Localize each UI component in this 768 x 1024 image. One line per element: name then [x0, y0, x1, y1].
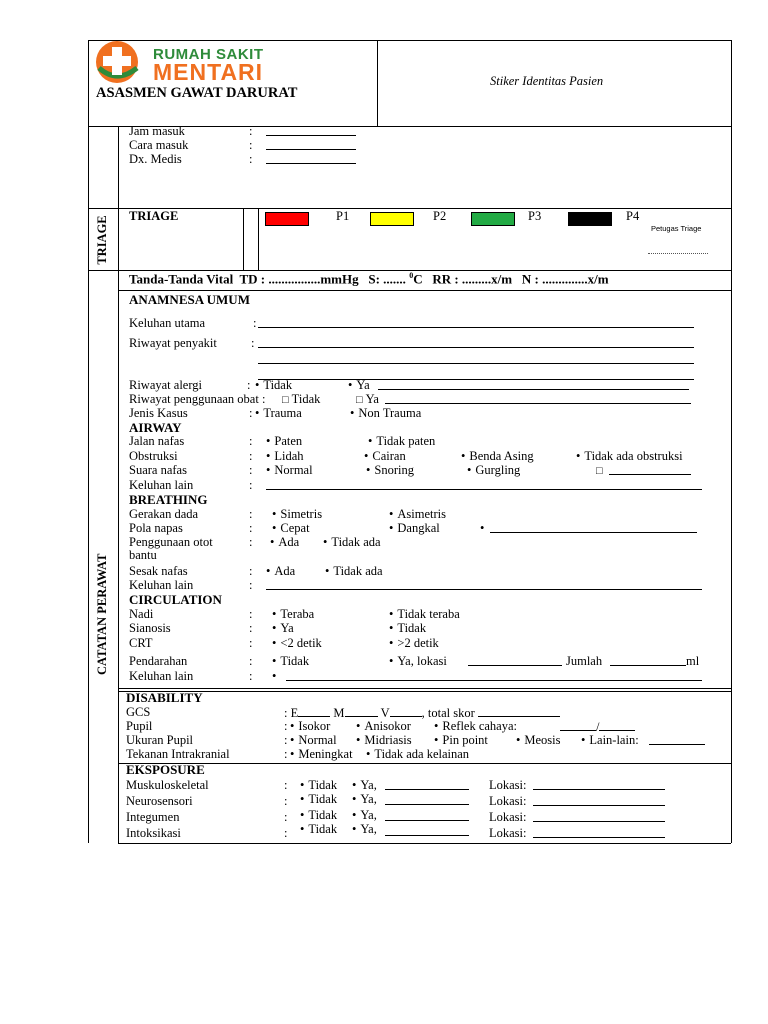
degree-sup: 0: [409, 271, 414, 280]
jam-masuk-field[interactable]: [266, 124, 356, 136]
hospital-logo: [93, 38, 283, 86]
intoksikasi-ya-option[interactable]: • Ya,: [352, 822, 377, 837]
colon: :: [249, 478, 253, 492]
gcs-total-field[interactable]: [478, 705, 560, 717]
neurosensori-label: Neurosensori: [126, 794, 193, 808]
jalan-nafas-tidak-paten-option[interactable]: • Tidak paten: [368, 434, 435, 449]
pendarahan-tidak-option[interactable]: • Tidak: [272, 654, 309, 669]
petugas-triage-label: Petugas Triage: [651, 224, 702, 233]
riwayat-penyakit-field-2[interactable]: [258, 352, 694, 364]
obstruksi-benda-asing-option[interactable]: • Benda Asing: [461, 449, 534, 464]
colon: :: [249, 463, 253, 477]
triage-p1-label: P1: [336, 209, 350, 223]
airway-keluhan-lain-field[interactable]: [266, 478, 702, 490]
crt-lt2-option[interactable]: • <2 detik: [272, 636, 322, 651]
ukuran-lain-option[interactable]: • Lain-lain:: [581, 733, 639, 748]
intoksikasi-ya-field[interactable]: [385, 824, 469, 836]
obat-ya-option[interactable]: □ Ya: [356, 392, 379, 407]
gcs-e-field[interactable]: [298, 705, 330, 717]
neuro-ya-field[interactable]: [385, 793, 469, 805]
gcs-v-label: V: [380, 706, 390, 720]
suara-gurgling-option[interactable]: • Gurgling: [467, 463, 520, 478]
alergi-ya-option[interactable]: • Ya: [348, 378, 370, 393]
pola-lain-option[interactable]: [480, 521, 488, 536]
ukuran-pupil-label: Ukuran Pupil: [126, 733, 194, 747]
sesak-tidak-ada-option[interactable]: • Tidak ada: [325, 564, 383, 579]
gcs-v-field[interactable]: [390, 705, 422, 717]
colon: :: [249, 564, 253, 578]
muskuloskeletal-label: Muskuloskeletal: [126, 778, 209, 792]
colon: :: [284, 826, 288, 840]
suara-nafas-label: Suara nafas: [129, 463, 187, 477]
tik-tidak-ada-kelainan-option[interactable]: • Tidak ada kelainan: [366, 747, 469, 762]
celsius-unit: C: [413, 271, 423, 287]
hospital-cross-icon: [93, 38, 155, 86]
ml-unit: ml: [686, 654, 700, 668]
jalan-nafas-label: Jalan nafas: [129, 434, 185, 448]
otot-bantu-label-2: bantu: [129, 548, 157, 562]
kasus-non-trauma-option[interactable]: • Non Trauma: [350, 406, 421, 421]
colon: :: [247, 378, 251, 392]
obstruksi-lidah-option[interactable]: • Lidah: [266, 449, 304, 464]
muskulo-ya-option[interactable]: • Ya,: [352, 778, 377, 793]
colon: :: [249, 406, 253, 420]
circulation-keluhan-bullet: [272, 669, 280, 684]
pola-dangkal-option[interactable]: • Dangkal: [389, 521, 440, 536]
airway-keluhan-lain-label: Keluhan lain: [129, 478, 194, 492]
vital-signs-label: Tanda-Tanda Vital: [129, 271, 234, 287]
colon: :: [284, 747, 288, 761]
integumen-label: Integumen: [126, 810, 180, 824]
gcs-label: GCS: [126, 705, 151, 719]
intoksikasi-lokasi-field[interactable]: [533, 826, 665, 838]
ukuran-normal-option[interactable]: • Normal: [290, 733, 337, 748]
petugas-triage-signature-line[interactable]: [648, 253, 708, 254]
patient-sticker-area: Stiker Identitas Pasien: [490, 74, 604, 88]
breathing-title: BREATHING: [129, 492, 208, 507]
reflek-cahaya-option[interactable]: • Reflek cahaya:: [434, 719, 517, 734]
pupil-label: Pupil: [126, 719, 153, 733]
gcs-m-field[interactable]: [345, 705, 378, 717]
circulation-keluhan-lain-field[interactable]: [286, 669, 702, 681]
gerakan-dada-label: Gerakan dada: [129, 507, 199, 521]
crt-label: CRT: [129, 636, 153, 650]
triage-p4-label: P4: [626, 209, 640, 223]
reflek-cahaya-field[interactable]: /: [560, 719, 635, 735]
gerakan-asimetris-option[interactable]: • Asimetris: [389, 507, 446, 522]
sesak-nafas-label: Sesak nafas: [129, 564, 188, 578]
gcs-row: : E M V , total skor: [284, 705, 560, 721]
nadi-label: Nadi: [129, 607, 154, 621]
otot-bantu-label-1: Penggunaan otot: [129, 535, 213, 549]
suara-snoring-option[interactable]: • Snoring: [366, 463, 414, 478]
riwayat-obat-text: Riwayat penggunaan obat: [129, 392, 259, 406]
jalan-nafas-paten-option[interactable]: • Paten: [266, 434, 302, 449]
nadi-tidak-teraba-option[interactable]: • Tidak teraba: [389, 607, 460, 622]
logo-line1: RUMAH SAKIT: [153, 46, 264, 63]
triage-title: TRIAGE: [129, 209, 179, 223]
pupil-isokor-option[interactable]: • Isokor: [290, 719, 330, 734]
sianosis-ya-option[interactable]: • Ya: [272, 621, 294, 636]
cara-masuk-label: Cara masuk: [129, 138, 189, 152]
colon: :: [249, 138, 253, 152]
obstruksi-tidak-ada-option[interactable]: • Tidak ada obstruksi: [576, 449, 683, 464]
colon: :: [251, 336, 255, 350]
alergi-tidak-option[interactable]: • Tidak: [255, 378, 292, 393]
jenis-kasus-label: Jenis Kasus: [129, 406, 188, 420]
muskulo-ya-field[interactable]: [385, 778, 469, 790]
riwayat-obat-label: Riwayat penggunaan obat :: [129, 392, 266, 406]
circulation-keluhan-lain-label: Keluhan lain: [129, 669, 194, 683]
riwayat-penyakit-field-1[interactable]: [258, 336, 694, 348]
eksposure-title: EKSPOSURE: [126, 762, 205, 777]
breathing-keluhan-lain-label: Keluhan lain: [129, 578, 194, 592]
gerakan-simetris-option[interactable]: • Simetris: [272, 507, 322, 522]
colon: :: [249, 507, 253, 521]
lokasi-label: Lokasi:: [489, 778, 527, 792]
nadi-teraba-option[interactable]: • Teraba: [272, 607, 314, 622]
sianosis-tidak-option[interactable]: • Tidak: [389, 621, 426, 636]
neuro-ya-option[interactable]: • Ya,: [352, 792, 377, 807]
lokasi-label: Lokasi:: [489, 794, 527, 808]
integumen-tidak-option[interactable]: • Tidak: [300, 808, 337, 823]
cara-masuk-field[interactable]: [266, 138, 356, 150]
colon: :: [284, 778, 288, 792]
colon: :: [284, 810, 288, 824]
obat-tidak-option[interactable]: □ Tidak: [282, 392, 320, 407]
sesak-ada-option[interactable]: • Ada: [266, 564, 295, 579]
riwayat-penyakit-label: Riwayat penyakit: [129, 336, 217, 350]
otot-tidak-ada-option[interactable]: • Tidak ada: [323, 535, 381, 550]
ukuran-meosis-option[interactable]: • Meosis: [516, 733, 561, 748]
pendarahan-jumlah-field[interactable]: [610, 654, 686, 666]
triage-p3-label: P3: [528, 209, 542, 223]
muskulo-lokasi-field[interactable]: [533, 778, 665, 790]
neuro-tidak-option[interactable]: • Tidak: [300, 792, 337, 807]
crt-gt2-option[interactable]: • >2 detik: [389, 636, 439, 651]
jam-masuk-label: Jam masuk: [129, 124, 185, 138]
pupil-anisokor-option[interactable]: • Anisokor: [356, 719, 411, 734]
colon: :: [249, 449, 253, 463]
ukuran-lain-field[interactable]: [649, 733, 705, 745]
suara-lain-checkbox[interactable]: [596, 463, 606, 478]
colon: :: [249, 124, 253, 138]
triage-p4-swatch: [568, 212, 612, 226]
dx-medis-field[interactable]: [266, 152, 356, 164]
colon: :: [249, 669, 253, 683]
riwayat-alergi-label: Riwayat alergi: [129, 378, 203, 392]
obstruksi-label: Obstruksi: [129, 449, 178, 463]
colon: :: [249, 535, 253, 549]
colon: :: [284, 794, 288, 808]
kasus-trauma-option[interactable]: • Trauma: [255, 406, 302, 421]
colon: :: [249, 521, 253, 535]
sianosis-label: Sianosis: [129, 621, 171, 635]
triage-side-label: TRIAGE: [95, 215, 109, 265]
jumlah-label: Jumlah: [566, 654, 603, 668]
pola-cepat-option[interactable]: • Cepat: [272, 521, 310, 536]
intoksikasi-label: Intoksikasi: [126, 826, 181, 840]
vital-signs-row: [129, 271, 609, 287]
gcs-e-label: E: [290, 706, 299, 720]
obstruksi-cairan-option[interactable]: • Cairan: [364, 449, 406, 464]
form-title: ASASMEN GAWAT DARURAT: [96, 85, 298, 101]
integumen-ya-option[interactable]: • Ya,: [352, 808, 377, 823]
gcs-m-label: M: [333, 706, 345, 720]
pendarahan-label: Pendarahan: [129, 654, 188, 668]
obat-detail-field[interactable]: [385, 392, 691, 404]
ukuran-pin-point-option[interactable]: • Pin point: [434, 733, 488, 748]
integumen-lokasi-field[interactable]: [533, 810, 665, 822]
triage-p2-swatch: [370, 212, 414, 226]
keluhan-utama-field[interactable]: [258, 316, 694, 328]
lokasi-label: Lokasi:: [489, 810, 527, 824]
triage-p3-swatch: [471, 212, 515, 226]
pola-napas-label: Pola napas: [129, 521, 183, 535]
lokasi-label: Lokasi:: [489, 826, 527, 840]
gcs-total-label: , total skor: [421, 706, 475, 720]
integumen-ya-field[interactable]: [385, 809, 469, 821]
tik-meningkat-option[interactable]: • Meningkat: [290, 747, 353, 762]
colon: :: [253, 316, 257, 330]
logo-line2: MENTARI: [153, 59, 264, 85]
triage-p1-swatch: [265, 212, 309, 226]
colon: :: [284, 733, 288, 747]
colon: :: [249, 621, 253, 635]
suhu-field[interactable]: S: .......: [368, 271, 406, 287]
nadi-field[interactable]: N : ..............x/m: [521, 271, 609, 287]
colon: :: [249, 654, 253, 668]
pendarahan-lokasi-field[interactable]: [468, 654, 562, 666]
triage-p2-label: P2: [433, 209, 447, 223]
dx-medis-label: Dx. Medis: [129, 152, 182, 166]
colon: :: [249, 152, 253, 166]
disability-title: DISABILITY: [126, 690, 203, 705]
suara-lain-field[interactable]: [609, 463, 691, 475]
colon: :: [284, 719, 288, 733]
rr-field[interactable]: RR : .........x/m: [432, 271, 513, 287]
suara-normal-option[interactable]: • Normal: [266, 463, 313, 478]
keluhan-utama-label: Keluhan utama: [129, 316, 206, 330]
catatan-perawat-side-label: CATATAN PERAWAT: [95, 553, 109, 675]
ukuran-midriasis-option[interactable]: • Midriasis: [356, 733, 412, 748]
circulation-title: CIRCULATION: [129, 592, 222, 607]
neuro-lokasi-field[interactable]: [533, 794, 665, 806]
tik-label: Tekanan Intrakranial: [126, 747, 230, 761]
airway-title: AIRWAY: [129, 420, 182, 435]
colon: :: [249, 434, 253, 448]
anamnesa-title: ANAMNESA UMUM: [129, 292, 250, 307]
pola-lain-field[interactable]: [490, 521, 697, 533]
intoksikasi-tidak-option[interactable]: • Tidak: [300, 822, 337, 837]
td-field[interactable]: TD : ................mmHg: [239, 271, 359, 287]
pendarahan-ya-option[interactable]: • Ya, lokasi: [389, 654, 447, 669]
otot-ada-option[interactable]: • Ada: [270, 535, 299, 550]
breathing-keluhan-lain-field[interactable]: [266, 578, 702, 590]
colon: :: [249, 578, 253, 592]
colon: :: [249, 636, 253, 650]
colon: :: [249, 607, 253, 621]
muskulo-tidak-option[interactable]: • Tidak: [300, 778, 337, 793]
alergi-detail-field[interactable]: [378, 378, 689, 390]
